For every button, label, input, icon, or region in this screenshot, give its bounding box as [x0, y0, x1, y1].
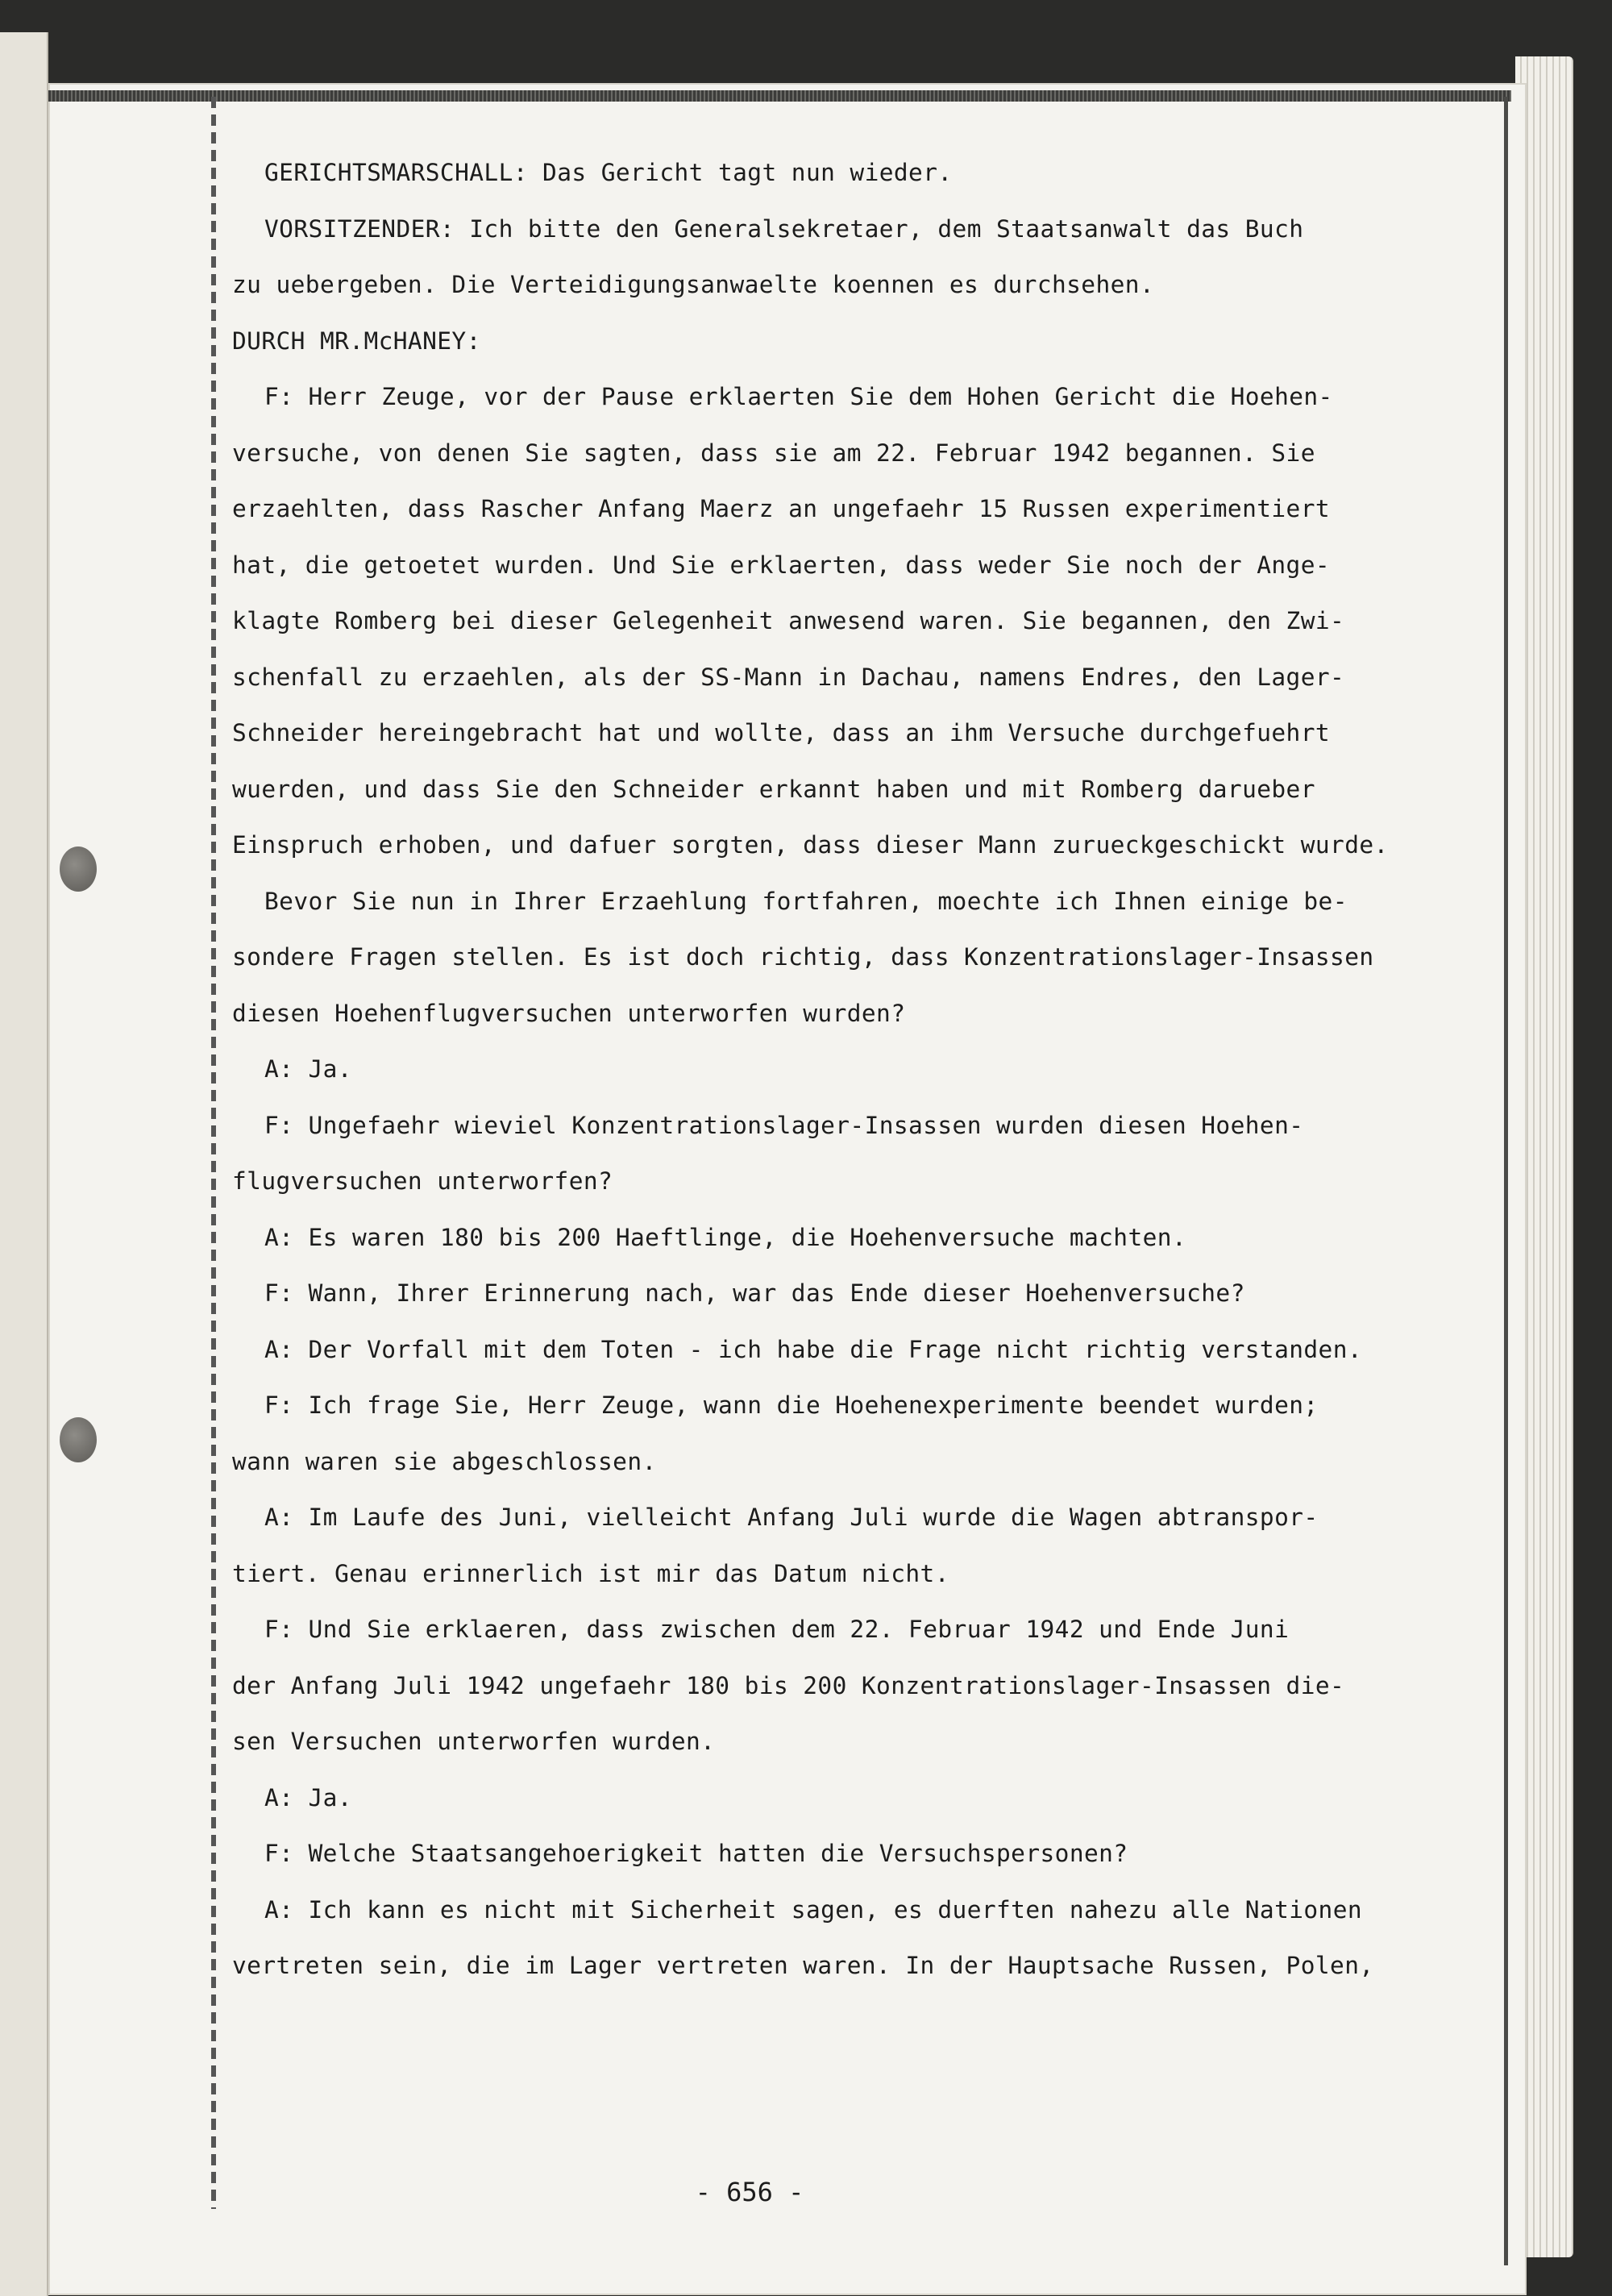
transcript-line: A: Ja.: [264, 1783, 352, 1811]
transcript-line: A: Ich kann es nicht mit Sicherheit sagen, es duerften nahezu alle Nationen: [264, 1895, 1363, 1924]
transcript-line: Bevor Sie nun in Ihrer Erzaehlung fortfahren, moechte ich Ihnen einige be-: [264, 887, 1348, 915]
transcript-line: GERICHTSMARSCHALL: Das Gericht tagt nun wieder.: [264, 159, 953, 186]
transcript-line: sen Versuchen unterworfen wurden.: [232, 1728, 716, 1755]
transcript-line: flugversuchen unterworfen?: [232, 1167, 613, 1195]
transcript-line: F: Ich frage Sie, Herr Zeuge, wann die Hoehenexperimente beendet wurden;: [264, 1391, 1319, 1419]
transcript-line: erzaehlten, dass Rascher Anfang Maerz an ungefaehr 15 Russen experimentiert: [232, 495, 1331, 522]
transcript-line: Einspruch erhoben, und dafuer sorgten, dass dieser Mann zurueckgeschickt wurde.: [232, 831, 1389, 859]
right-margin-line: [1504, 97, 1508, 2265]
adjacent-page-edge: [0, 32, 48, 2296]
page-number: - 656 -: [695, 2177, 804, 2207]
transcript-line: A: Der Vorfall mit dem Toten - ich habe die Frage nicht richtig verstanden.: [264, 1335, 1363, 1363]
transcript-line: DURCH MR.McHANEY:: [232, 327, 481, 355]
transcript-line: der Anfang Juli 1942 ungefaehr 180 bis 200 Konzentrationslager-Insassen die-: [232, 1671, 1345, 1699]
transcript-line: klagte Romberg bei dieser Gelegenheit anwesend waren. Sie begannen, den Zwi-: [232, 607, 1345, 634]
transcript-line: wuerden, und dass Sie den Schneider erkannt haben und mit Romberg darueber: [232, 775, 1315, 803]
transcript-line: zu uebergeben. Die Verteidigungsanwaelte koennen es durchsehen.: [232, 271, 1155, 298]
transcript-line: wann waren sie abgeschlossen.: [232, 1447, 657, 1475]
transcript-line: schenfall zu erzaehlen, als der SS-Mann in Dachau, namens Endres, den Lager-: [232, 663, 1345, 691]
punch-hole-top: [60, 846, 97, 892]
transcript-line: A: Ja.: [264, 1055, 352, 1083]
transcript-line: diesen Hoehenflugversuchen unterworfen wurden?: [232, 999, 906, 1027]
punch-hole-bottom: [60, 1417, 97, 1462]
transcript-line: Schneider hereingebracht hat und wollte, dass an ihm Versuche durchgefuehrt: [232, 719, 1331, 747]
transcript-line: VORSITZENDER: Ich bitte den Generalsekretaer, dem Staatsanwalt das Buch: [264, 214, 1304, 243]
transcript-line: F: Herr Zeuge, vor der Pause erklaerten Sie dem Hohen Gericht die Hoehen-: [264, 383, 1333, 410]
transcript-line: F: Ungefaehr wieviel Konzentrationslager-Insassen wurden diesen Hoehen-: [264, 1111, 1304, 1139]
transcript-line: F: Und Sie erklaeren, dass zwischen dem 22. Februar 1942 und Ende Juni: [264, 1616, 1290, 1643]
transcript-body: [232, 145, 1393, 1994]
transcript-line: sondere Fragen stellen. Es ist doch richtig, dass Konzentrationslager-Insassen: [232, 943, 1374, 971]
transcript-line: hat, die getoetet wurden. Und Sie erklaerten, dass weder Sie noch der Ange-: [232, 551, 1331, 579]
transcript-line: vertreten sein, die im Lager vertreten waren. In der Hauptsache Russen, Polen,: [232, 1952, 1374, 1979]
transcript-line: F: Wann, Ihrer Erinnerung nach, war das Ende dieser Hoehenversuche?: [264, 1279, 1245, 1307]
top-border-line: [48, 90, 1511, 102]
transcript-line: A: Im Laufe des Juni, vielleicht Anfang Juli wurde die Wagen abtranspor-: [264, 1504, 1319, 1531]
left-margin-line: [211, 97, 216, 2209]
transcript-line: versuche, von denen Sie sagten, dass sie am 22. Februar 1942 begannen. Sie: [232, 439, 1315, 467]
transcript-line: tiert. Genau erinnerlich ist mir das Datum nicht.: [232, 1559, 949, 1587]
transcript-line: A: Es waren 180 bis 200 Haeftlinge, die Hoehenversuche machten.: [264, 1223, 1187, 1251]
transcript-line: F: Welche Staatsangehoerigkeit hatten die Versuchspersonen?: [264, 1840, 1128, 1867]
